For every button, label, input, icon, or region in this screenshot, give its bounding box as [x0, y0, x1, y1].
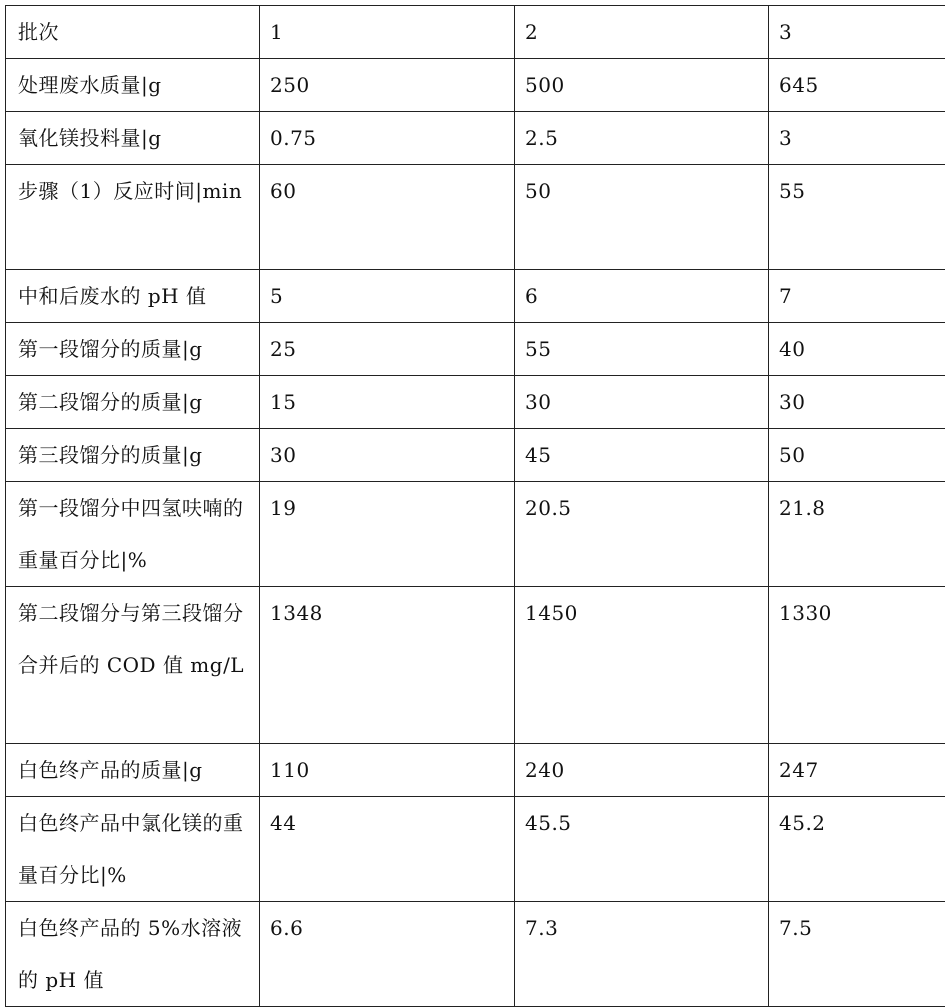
table-row — [6, 59, 945, 112]
batch-2-value: 2.5 — [525, 112, 758, 164]
batch-3-cell — [769, 429, 945, 482]
batch-3-cell — [769, 323, 945, 376]
batch-2-value: 20.5 — [525, 482, 758, 534]
batch-2-cell — [515, 902, 769, 1007]
batch-1-value: 110 — [270, 744, 504, 796]
row-label-cell — [6, 744, 260, 797]
table-row — [6, 429, 945, 482]
batch-1-cell — [260, 902, 515, 1007]
batch-3-value: 21.8 — [779, 482, 945, 534]
row-label: 步骤（1）反应时间|min — [18, 165, 249, 217]
batch-1-cell — [260, 165, 515, 270]
batch-3-cell — [769, 270, 945, 323]
batch-1-cell — [260, 429, 515, 482]
batch-2-value: 7.3 — [525, 902, 758, 954]
batch-3-cell — [769, 482, 945, 587]
table-row — [6, 112, 945, 165]
batch-3-cell — [769, 6, 945, 59]
row-label: 白色终产品的质量|g — [18, 744, 249, 796]
batch-3-cell — [769, 112, 945, 165]
batch-3-cell — [769, 587, 945, 744]
table-row — [6, 323, 945, 376]
batch-3-value: 645 — [779, 59, 945, 111]
row-label-cell — [6, 797, 260, 902]
batch-3-value: 7 — [779, 270, 945, 322]
table-row — [6, 376, 945, 429]
batch-1-value: 15 — [270, 376, 504, 428]
batch-2-cell — [515, 323, 769, 376]
row-label: 第二段馏分的质量|g — [18, 376, 249, 428]
row-label-cell — [6, 482, 260, 587]
table-row — [6, 902, 945, 1007]
batch-2-value: 45.5 — [525, 797, 758, 849]
batch-3-value: 247 — [779, 744, 945, 796]
batch-2-cell — [515, 112, 769, 165]
batch-2-value: 45 — [525, 429, 758, 481]
batch-3-cell — [769, 59, 945, 112]
batch-1-value: 1348 — [270, 587, 504, 639]
batch-2-value: 30 — [525, 376, 758, 428]
batch-3-cell — [769, 165, 945, 270]
batch-1-cell — [260, 6, 515, 59]
batch-1-value: 30 — [270, 429, 504, 481]
batch-1-cell — [260, 323, 515, 376]
row-label: 处理废水质量|g — [18, 59, 249, 111]
batch-3-value: 55 — [779, 165, 945, 217]
batch-1-value: 5 — [270, 270, 504, 322]
batch-1-cell — [260, 376, 515, 429]
row-label: 白色终产品的 5%水溶液的 pH 值 — [18, 902, 249, 1006]
row-label-cell — [6, 165, 260, 270]
batch-1-value: 1 — [270, 6, 504, 58]
row-label: 第一段馏分的质量|g — [18, 323, 249, 375]
batch-1-value: 44 — [270, 797, 504, 849]
batch-3-cell — [769, 797, 945, 902]
table-row — [6, 482, 945, 587]
row-label: 氧化镁投料量|g — [18, 112, 249, 164]
batch-2-cell — [515, 429, 769, 482]
batch-3-value: 3 — [779, 6, 945, 58]
table-row — [6, 6, 945, 59]
batch-2-cell — [515, 165, 769, 270]
batch-3-value: 40 — [779, 323, 945, 375]
row-label-cell — [6, 323, 260, 376]
batch-3-value: 3 — [779, 112, 945, 164]
batch-3-value: 45.2 — [779, 797, 945, 849]
batch-2-cell — [515, 587, 769, 744]
batch-2-value: 1450 — [525, 587, 758, 639]
batch-2-value: 50 — [525, 165, 758, 217]
batch-3-cell — [769, 902, 945, 1007]
row-label: 第三段馏分的质量|g — [18, 429, 249, 481]
row-label-cell — [6, 270, 260, 323]
batch-1-value: 60 — [270, 165, 504, 217]
row-label-cell — [6, 429, 260, 482]
batch-2-cell — [515, 6, 769, 59]
batch-1-value: 0.75 — [270, 112, 504, 164]
table-row — [6, 797, 945, 902]
batch-2-value: 240 — [525, 744, 758, 796]
batch-1-cell — [260, 797, 515, 902]
batch-1-value: 6.6 — [270, 902, 504, 954]
row-label: 中和后废水的 pH 值 — [18, 270, 249, 322]
row-label: 批次 — [18, 6, 249, 58]
batch-2-value: 6 — [525, 270, 758, 322]
batch-2-cell — [515, 270, 769, 323]
batch-3-value: 1330 — [779, 587, 945, 639]
batch-1-cell — [260, 744, 515, 797]
row-label-cell — [6, 587, 260, 744]
row-label: 白色终产品中氯化镁的重量百分比|% — [18, 797, 249, 901]
batch-2-cell — [515, 59, 769, 112]
batch-2-value: 500 — [525, 59, 758, 111]
batch-3-cell — [769, 744, 945, 797]
batch-1-value: 19 — [270, 482, 504, 534]
batch-1-cell — [260, 59, 515, 112]
batch-2-cell — [515, 482, 769, 587]
row-label-cell — [6, 59, 260, 112]
data-table — [5, 5, 945, 1007]
batch-2-value: 55 — [525, 323, 758, 375]
batch-3-value: 50 — [779, 429, 945, 481]
batch-2-cell — [515, 744, 769, 797]
table-row — [6, 587, 945, 744]
row-label: 第一段馏分中四氢呋喃的重量百分比|% — [18, 482, 249, 586]
row-label: 第二段馏分与第三段馏分合并后的 COD 值 mg/L — [18, 587, 249, 691]
batch-3-value: 7.5 — [779, 902, 945, 954]
batch-3-cell — [769, 376, 945, 429]
batch-3-value: 30 — [779, 376, 945, 428]
table-row — [6, 270, 945, 323]
table-row — [6, 165, 945, 270]
row-label-cell — [6, 376, 260, 429]
batch-1-cell — [260, 112, 515, 165]
batch-2-cell — [515, 376, 769, 429]
batch-2-value: 2 — [525, 6, 758, 58]
row-label-cell — [6, 112, 260, 165]
batch-2-cell — [515, 797, 769, 902]
row-label-cell — [6, 902, 260, 1007]
table-body — [6, 6, 945, 1007]
row-label-cell — [6, 6, 260, 59]
batch-1-cell — [260, 270, 515, 323]
batch-1-cell — [260, 482, 515, 587]
batch-1-cell — [260, 587, 515, 744]
table-row — [6, 744, 945, 797]
batch-1-value: 250 — [270, 59, 504, 111]
batch-1-value: 25 — [270, 323, 504, 375]
